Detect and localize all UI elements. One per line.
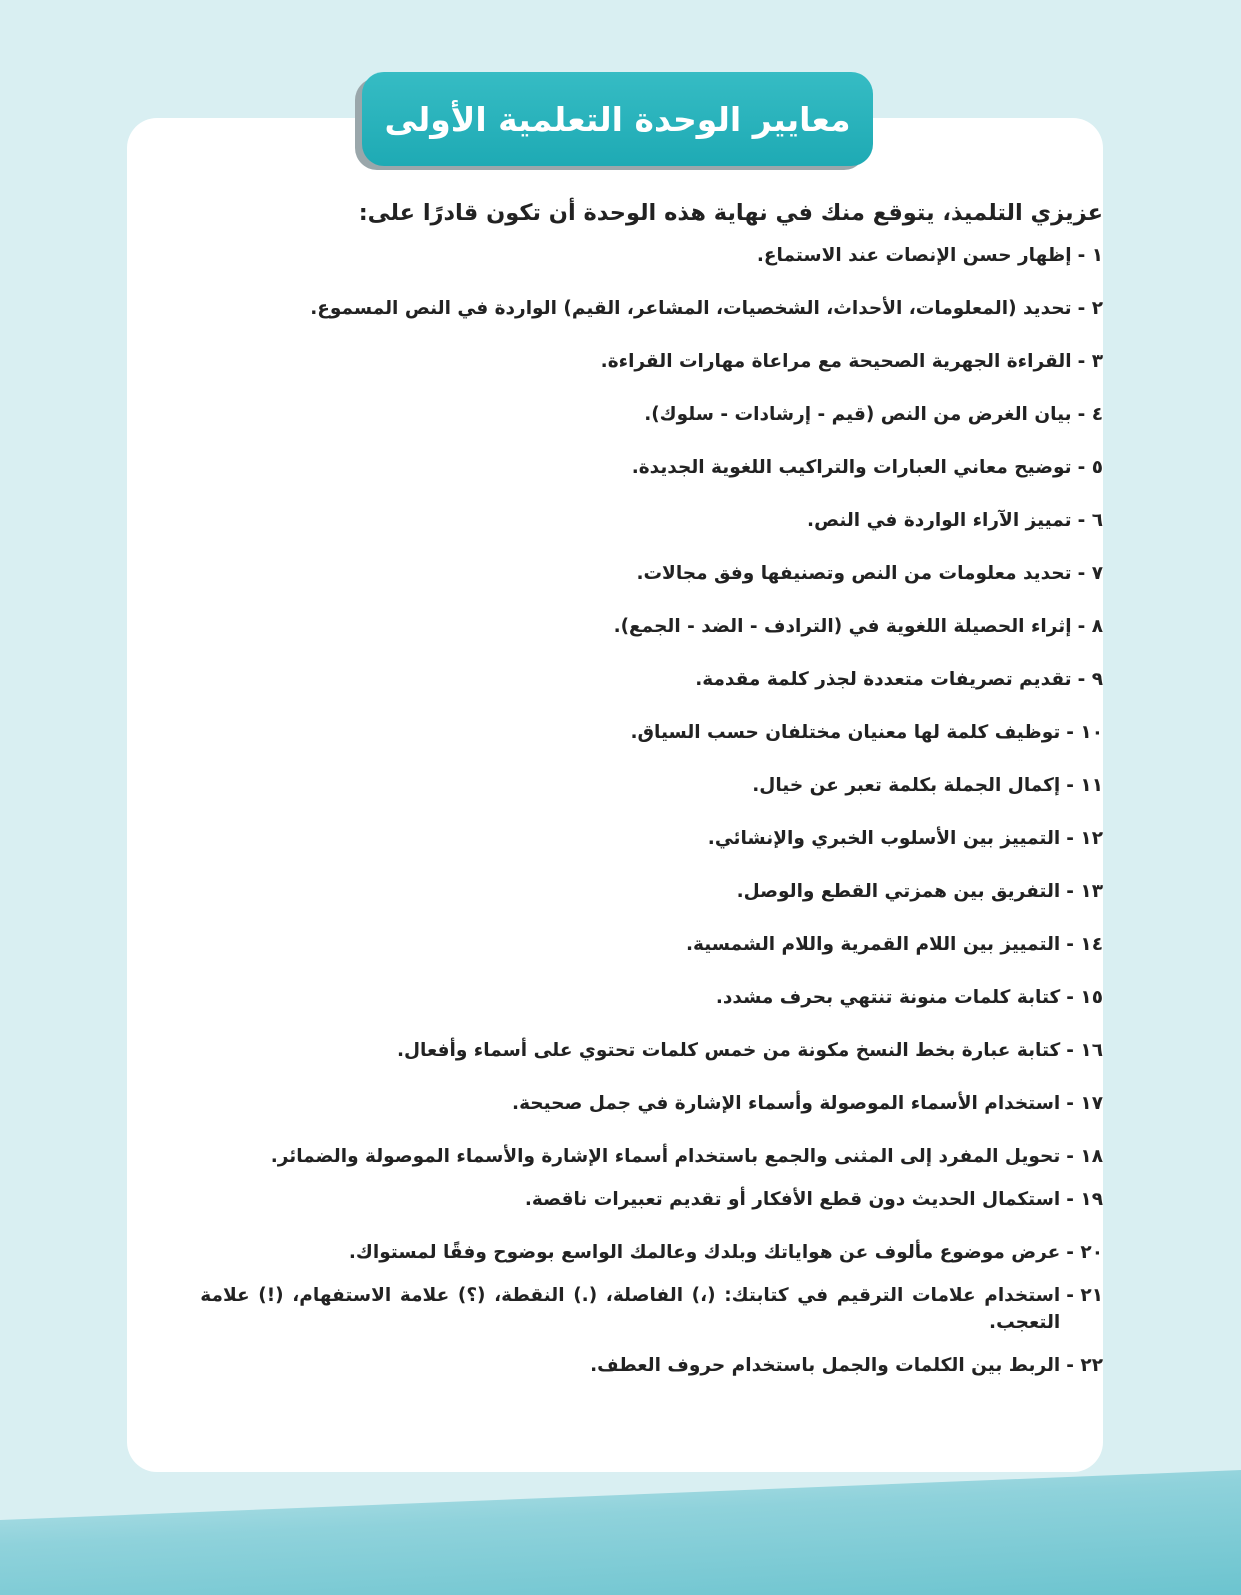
item-number: ١٦ - <box>1066 1040 1103 1061</box>
list-item <box>143 242 1103 269</box>
item-text: إكمال الجملة بكلمة تعبر عن خيال. <box>752 775 1061 796</box>
item-text: إظهار حسن الإنصات عند الاستماع. <box>756 245 1072 266</box>
item-text: القراءة الجهرية الصحيحة مع مراعاة مهارات القراءة. <box>600 351 1072 372</box>
item-number: ١٨ - <box>1066 1146 1103 1167</box>
page-title: معايير الوحدة التعلمية الأولى <box>384 99 851 139</box>
item-text: التفريق بين همزتي القطع والوصل. <box>736 881 1061 902</box>
item-number: ٥ - <box>1077 457 1103 478</box>
item-text: استكمال الحديث دون قطع الأفكار أو تقديم تعبيرات ناقصة. <box>524 1189 1061 1210</box>
item-text: التمييز بين الأسلوب الخبري والإنشائي. <box>707 828 1061 849</box>
item-number: ١٥ - <box>1066 987 1103 1008</box>
list-item <box>143 507 1103 534</box>
item-text: استخدام الأسماء الموصولة وأسماء الإشارة في جمل صحيحة. <box>512 1093 1061 1114</box>
list-item <box>143 1352 1103 1379</box>
item-number: ٧ - <box>1077 563 1103 584</box>
list-item <box>143 931 1103 958</box>
item-text: تقديم تصريفات متعددة لجذر كلمة مقدمة. <box>695 669 1072 690</box>
item-number: ١٣ - <box>1066 881 1103 902</box>
list-item <box>143 719 1103 746</box>
item-text: الربط بين الكلمات والجمل باستخدام حروف العطف. <box>590 1355 1061 1376</box>
item-text: تحديد معلومات من النص وتصنيفها وفق مجالات. <box>636 563 1072 584</box>
item-text: تحويل المفرد إلى المثنى والجمع باستخدام أسماء الإشارة والأسماء الموصولة والضمائر. <box>270 1146 1061 1167</box>
item-number: ١٩ - <box>1066 1189 1103 1210</box>
item-text: إثراء الحصيلة اللغوية في (الترادف - الضد - الجمع). <box>613 616 1072 637</box>
list-item <box>143 984 1103 1011</box>
item-number: ٣ - <box>1077 351 1103 372</box>
item-number: ١٤ - <box>1066 934 1103 955</box>
item-text: بيان الغرض من النص (قيم - إرشادات - سلوك). <box>644 404 1072 425</box>
item-text: كتابة عبارة بخط النسخ مكونة من خمس كلمات تحتوي على أسماء وأفعال. <box>396 1040 1061 1061</box>
item-text: التمييز بين اللام القمرية واللام الشمسية. <box>685 934 1061 955</box>
list-item <box>143 1186 1103 1213</box>
item-text: كتابة كلمات منونة تنتهي بحرف مشدد. <box>715 987 1061 1008</box>
item-number: ١ - <box>1077 245 1103 266</box>
item-number: ٢١ - <box>1066 1285 1103 1306</box>
item-number: ٢٠ - <box>1066 1242 1103 1263</box>
item-text: تحديد (المعلومات، الأحداث، الشخصيات، المشاعر، القيم) الواردة في النص المسموع. <box>310 298 1072 319</box>
list-item <box>143 348 1103 375</box>
list-item <box>143 454 1103 481</box>
decorative-bottom-band <box>0 1470 1241 1595</box>
item-text: عرض موضوع مألوف عن هواياتك وبلدك وعالمك الواسع بوضوح وفقًا لمستواك. <box>348 1242 1061 1263</box>
item-text: استخدام علامات الترقيم في كتابتك: (،) الفاصلة، (.) النقطة، (؟) علامة الاستفهام، (!) علامة التعجب. <box>200 1285 1061 1333</box>
list-item <box>143 1090 1103 1117</box>
standards-list <box>143 242 1103 1379</box>
list-item <box>143 1282 1103 1336</box>
item-text: توضيح معاني العبارات والتراكيب اللغوية الجديدة. <box>631 457 1072 478</box>
title-tab <box>362 72 873 166</box>
item-number: ٢ - <box>1077 298 1103 319</box>
item-number: ٦ - <box>1077 510 1103 531</box>
intro-text: عزيزي التلميذ، يتوقع منك في نهاية هذه الوحدة أن تكون قادرًا على: <box>358 200 1103 226</box>
item-text: توظيف كلمة لها معنيان مختلفان حسب السياق. <box>630 722 1061 743</box>
item-number: ٤ - <box>1077 404 1103 425</box>
list-item <box>143 666 1103 693</box>
item-number: ٨ - <box>1077 616 1103 637</box>
list-item <box>143 560 1103 587</box>
list-item <box>143 1037 1103 1064</box>
list-item <box>143 772 1103 799</box>
standards-content <box>143 190 1103 1405</box>
list-item <box>143 825 1103 852</box>
item-text: تمييز الآراء الواردة في النص. <box>807 510 1072 531</box>
item-number: ٩ - <box>1077 669 1103 690</box>
item-number: ١١ - <box>1066 775 1103 796</box>
list-item <box>143 1239 1103 1266</box>
list-item <box>143 295 1103 322</box>
item-number: ١٧ - <box>1066 1093 1103 1114</box>
item-number: ١٢ - <box>1066 828 1103 849</box>
list-item <box>143 878 1103 905</box>
item-number: ١٠ - <box>1066 722 1103 743</box>
list-item <box>143 613 1103 640</box>
list-item <box>143 401 1103 428</box>
item-number: ٢٢ - <box>1066 1355 1103 1376</box>
list-item <box>143 1143 1103 1170</box>
